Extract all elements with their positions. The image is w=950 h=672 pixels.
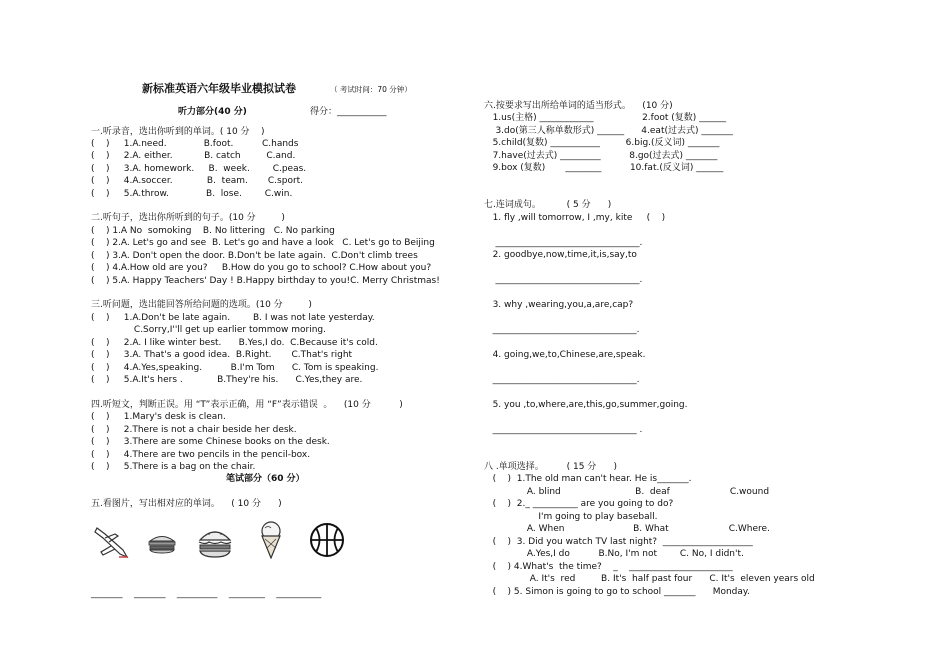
written-title: 笔试部分（60 分） [226, 474, 305, 484]
picture-answer-blanks[interactable]: _______ _______ _________ ________ __________ [91, 589, 322, 599]
list-item: ( ) 3.A. homework. B. week. C.peas. [91, 164, 307, 174]
list-item: A.Yes,I do B.No, I'm not C. No, I didn't. [484, 549, 744, 559]
section-5-heading: 五.看图片，写出相对应的单词。 ( 10 分 ) [91, 499, 282, 509]
answer-line[interactable]: ________________________________. [484, 325, 640, 335]
list-item: ( ) 1.A.Don't be late again. B. I was not late yesterday. [91, 313, 375, 323]
list-item: 7.have(过去式) _________ 8.go(过去式) _______ [484, 151, 718, 161]
hamburger-icon [147, 532, 177, 554]
ice-cream-icon [257, 521, 285, 559]
list-item: ( ) 5.There is a bag on the chair. [91, 462, 256, 472]
list-item: ( ) 2.A. either. B. catch C.and. [91, 151, 296, 161]
list-item: 3.do(第三人称单数形式) ______ 4.eat(过去式) _______ [484, 126, 733, 136]
list-item: ( ) 5.A.throw. B. lose. C.win. [91, 189, 293, 199]
list-item: I'm going to play baseball. [484, 512, 658, 522]
section-3-heading: 三.听问题，选出能回答所给问题的选项。(10 分 ) [91, 300, 312, 310]
list-item: ( ) 4.What's the time? _ _______________________ [484, 562, 733, 572]
section-7-heading: 七.连词成句。 ( 5 分 ) [484, 200, 612, 210]
section-8-heading: 八 .单项选择。 ( 15 分 ) [484, 462, 617, 472]
list-item: ( ) 5. Simon is going to go to school _______ Monday. [484, 587, 750, 597]
list-item: ( ) 2.There is not a chair beside her desk. [91, 425, 297, 435]
list-item: A. When B. What C.Where. [484, 524, 770, 534]
basketball-icon [309, 522, 345, 558]
section-1-heading: 一.听录音，选出你听到的单词。( 10 分 ) [91, 127, 265, 137]
list-item: 2. goodbye,now,time,it,is,say,to [484, 250, 637, 260]
list-item: ( ) 4.A.soccer. B. team. C.sport. [91, 176, 304, 186]
list-item: 5. you ,to,where,are,this,go,summer,going. [484, 400, 688, 410]
list-item: 1.us(主格) ____________ 2.foot (复数) ______ [484, 113, 727, 123]
list-item: ( ) 3. Did you watch TV last night? ____________________ [484, 537, 753, 547]
list-item: ( ) 5.A.It's hers . B.They're his. C.Yes,they are. [91, 375, 363, 385]
score-label: 得分：___________ [310, 107, 387, 117]
list-item: ( ) 1.A No somoking B. No littering C. No parking [91, 226, 335, 236]
list-item: ( ) 4.A.Yes,speaking. B.I'm Tom C. Tom is speaking. [91, 363, 379, 373]
list-item: ( ) 1.A.need. B.foot. C.hands [91, 139, 299, 149]
list-item: ( ) 3.A. Don't open the door. B.Don't be late again. C.Don't climb trees [91, 251, 418, 261]
exam-title: 新标准英语六年级毕业模拟试卷 [142, 82, 296, 95]
list-item: ( ) 4.A.How old are you? B.How do you go to school? C.How about you? [91, 263, 432, 273]
list-item: 3. why ,wearing,you,a,are,cap? [484, 300, 634, 310]
answer-line[interactable]: ________________________________. [484, 375, 640, 385]
list-item: 5.child(复数) ___________ 6.big.(反义词) _______ [484, 138, 720, 148]
listening-title: 听力部分(40 分) [178, 107, 247, 117]
list-item: 1. fly ,will tomorrow, I ,my, kite ( ) [484, 213, 666, 223]
list-item: ( ) 2.A. I like winter best. B.Yes,I do. C.Because it's cold. [91, 338, 378, 348]
list-item: ( ) 2._ __________ are you going to do? [484, 499, 674, 509]
answer-line[interactable]: ________________________________. [484, 275, 643, 285]
list-item: ( ) 1.The old man can't hear. He is_______. [484, 474, 692, 484]
list-item: A. blind B. deaf C.wound [484, 487, 770, 497]
list-item: 9.box (复数) ________ 10.fat.(反义词) ______ [484, 163, 724, 173]
list-item: ( ) 2.A. Let's go and see B. Let's go and have a look C. Let's go to Beijing [91, 238, 435, 248]
list-item: A. It's red B. It's half past four C. It's eleven years old [484, 574, 815, 584]
section-6-heading: 六.按要求写出所给单词的适当形式。 (10 分) [484, 101, 673, 111]
list-item: ( ) 4.There are two pencils in the pencil-box. [91, 450, 311, 460]
airplane-icon [93, 524, 131, 560]
answer-line[interactable]: ________________________________ . [484, 425, 643, 435]
list-item: ( ) 1.Mary's desk is clean. [91, 412, 226, 422]
time-note: （ 考试时间：70 分钟） [330, 85, 412, 94]
section-4-heading: 四.听短文，判断正误。用 “T”表示正确，用 “F”表示错误 。 (10 分 ) [91, 400, 403, 410]
list-item: ( ) 5.A. Happy Teachers' Day ! B.Happy birthday to you!C. Merry Christmas! [91, 276, 440, 286]
answer-line[interactable]: ________________________________. [484, 238, 643, 248]
list-item: ( ) 3.A. That's a good idea. B.Right. C.That's right [91, 350, 353, 360]
list-item: ( ) 3.There are some Chinese books on the desk. [91, 437, 330, 447]
list-item: 4. going,we,to,Chinese,are,speak. [484, 350, 646, 360]
list-item: C.Sorry,I''ll get up earlier tommow moring. [91, 325, 326, 335]
burger-icon [197, 526, 233, 558]
section-2-heading: 二.听句子，选出你所听到的句子。(10 分 ) [91, 213, 285, 223]
